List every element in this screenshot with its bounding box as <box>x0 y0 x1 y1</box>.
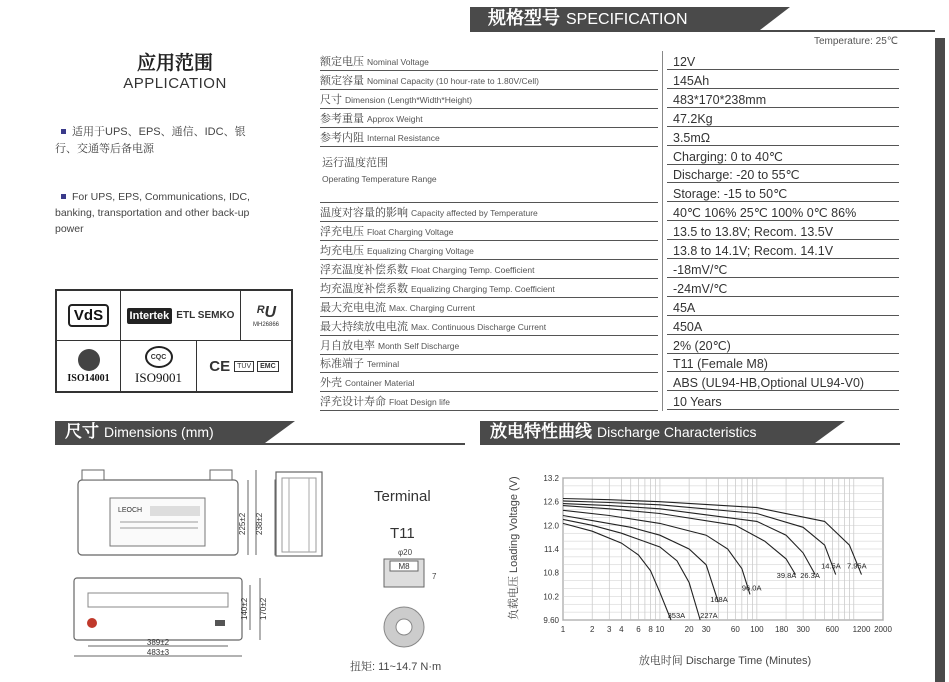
length-2: 483±3 <box>146 648 170 657</box>
chart-x-tick-label: 10 <box>655 625 665 634</box>
spec-row <box>320 110 900 128</box>
spec-label-cn: 浮充温度补偿系数 <box>320 263 408 276</box>
spec-row <box>320 318 900 336</box>
spec-row <box>320 261 900 279</box>
spec-row-value: Discharge: -20 to 55℃ <box>667 166 899 183</box>
spec-row <box>320 337 900 355</box>
spec-row-label <box>320 299 658 317</box>
spec-row-value: Storage: -15 to 50℃ <box>667 185 899 202</box>
dimensions-divider <box>55 443 465 445</box>
spec-label-en: Float Charging Voltage <box>367 227 454 238</box>
spec-label-en: Equalizing Charging Voltage <box>367 246 474 256</box>
spec-row <box>320 299 900 317</box>
spec-row-label <box>320 355 658 373</box>
spec-label-en: Float Charging Temp. Coefficient <box>411 264 535 275</box>
spec-banner <box>470 7 760 30</box>
chart-x-tick-label: 6 <box>636 625 641 634</box>
ce-emc-logo: CE TÜV EMC <box>196 340 292 392</box>
op-temp-cn: 运行温度范围 <box>322 156 388 169</box>
dimensions-title-en: Dimensions (mm) <box>104 424 214 440</box>
terminal-diameter: φ20 <box>397 548 413 557</box>
width-2: 170±2 <box>259 597 268 620</box>
chart-x-tick-label: 2000 <box>874 625 892 634</box>
spec-title-cn: 规格型号 <box>488 8 560 29</box>
spec-row <box>320 280 900 298</box>
intertek-logo: Intertek ETL SEMKO <box>120 290 241 341</box>
chart-x-tick-label: 2 <box>589 625 595 634</box>
spec-label-en: Float Design life <box>389 397 450 408</box>
spec-row <box>320 393 900 411</box>
spec-row-label <box>320 280 658 298</box>
spec-label-en: Capacity affected by Temperature <box>411 208 538 219</box>
terminal-title: Terminal <box>374 488 431 505</box>
spec-row <box>320 355 900 373</box>
spec-row <box>320 91 900 109</box>
curve-label: 96.0A <box>741 583 762 593</box>
brand-label: LEOCH <box>118 507 143 514</box>
spec-row-label <box>320 204 658 222</box>
terminal-drawing <box>370 545 440 655</box>
spec-label-en: Terminal <box>367 359 400 370</box>
spec-row-value: 3.5mΩ <box>667 129 899 146</box>
spec-label-cn: 均充温度补偿系数 <box>320 282 408 295</box>
spec-label-cn: 月自放电率 <box>320 339 375 352</box>
chart-y-tick-label: 10.2 <box>543 592 559 602</box>
chart-x-tick-label: 1200 <box>852 625 871 634</box>
spec-row-value: 12V <box>667 53 899 70</box>
spec-label-cn: 参考重量 <box>320 112 364 125</box>
spec-row-value: 47.2Kg <box>667 110 899 127</box>
spec-label-cn: 外壳 <box>320 377 342 390</box>
width-1: 140±2 <box>240 597 249 620</box>
discharge-chart <box>525 470 895 645</box>
spec-label-en: Nominal Voltage <box>367 57 429 67</box>
spec-row-label <box>320 185 658 203</box>
battery-dimension-drawing <box>60 460 280 665</box>
chart-y-tick-label: 12.6 <box>543 497 559 507</box>
spec-label-en: Max. Charging Current <box>389 302 475 313</box>
chart-x-label: 放电时间 Discharge Time (Minutes) <box>638 655 812 667</box>
right-edge-bar <box>935 38 945 682</box>
chart-x-tick-label: 300 <box>796 625 810 634</box>
spec-label-cn: 均充电压 <box>320 245 364 257</box>
spec-row-label <box>320 393 658 411</box>
spec-label-cn: 最大持续放电电流 <box>320 320 408 333</box>
spec-label-en: Month Self Discharge <box>378 340 460 351</box>
spec-row-label <box>320 318 658 336</box>
spec-row-value: 450A <box>667 318 899 335</box>
curve-label: 39.8A <box>776 570 797 580</box>
curve-label: 227A <box>700 611 718 620</box>
spec-row <box>320 185 900 203</box>
spec-row <box>320 53 900 71</box>
spec-label-cn: 浮充电压 <box>320 226 364 239</box>
chart-x-tick-label: 4 <box>619 625 624 634</box>
length-1: 389±2 <box>146 638 170 647</box>
op-temp-en: Operating Temperature Range <box>322 173 437 184</box>
chart-x-tick-label: 100 <box>750 625 764 634</box>
chart-x-tick-label: 8 <box>648 625 653 634</box>
spec-row-value: 483*170*238mm <box>667 91 899 108</box>
curve-label: 168A <box>710 595 728 605</box>
spec-row-value: -24mV/℃ <box>667 280 899 297</box>
spec-row-value: 2% (20℃) <box>667 337 899 354</box>
iso14001-logo: ISO14001 <box>56 340 121 392</box>
curve-label: 7.95A <box>846 561 867 571</box>
curve-label: 353A <box>667 611 686 620</box>
chart-y-tick-label: 11.4 <box>544 545 559 554</box>
spec-row <box>320 374 900 392</box>
operating-temp-label <box>322 154 437 184</box>
certification-logos <box>55 289 293 393</box>
curve-label: 14.5A <box>821 561 841 571</box>
spec-row-label <box>320 110 658 128</box>
terminal-torque: 扭矩: 11~14.7 N·m <box>350 661 442 673</box>
spec-label-cn: 标准端子 <box>320 358 364 371</box>
spec-label-cn: 额定容量 <box>320 74 364 87</box>
height-2: 238±2 <box>255 512 264 535</box>
spec-row-label <box>320 223 658 241</box>
spec-label-cn: 最大充电电流 <box>320 301 386 314</box>
spec-label-en: Equalizing Charging Temp. Coefficient <box>411 283 555 294</box>
spec-divider <box>470 30 935 32</box>
spec-row-value: 145Ah <box>667 72 899 89</box>
discharge-title-cn: 放电特性曲线 <box>490 422 592 442</box>
spec-label-en: Internal Resistance <box>367 132 440 143</box>
spec-row-label <box>320 242 658 260</box>
spec-label-cn: 尺寸 <box>320 93 342 106</box>
spec-row-value: Charging: 0 to 40℃ <box>667 148 899 165</box>
spec-row-value: 13.8 to 14.1V; Recom. 14.1V <box>667 242 899 259</box>
discharge-banner <box>480 421 815 443</box>
spec-label-en: Max. Continuous Discharge Current <box>411 321 547 332</box>
chart-y-tick-label: 10.8 <box>543 568 559 578</box>
chart-y-tick-label: 13.2 <box>543 474 559 483</box>
dimensions-title-cn: 尺寸 <box>65 422 99 442</box>
ul-logo: ᴿU MH26866 <box>240 290 292 341</box>
spec-row-label <box>320 72 658 90</box>
spec-row <box>320 242 900 260</box>
temperature-note: Temperature: 25℃ <box>813 36 898 47</box>
chart-y-tick-label: 12.0 <box>543 521 559 531</box>
height-1: 225±2 <box>238 512 247 535</box>
iso9001-logo: CQC ISO9001 <box>120 340 197 392</box>
application-text-cn: 适用于UPS、EPS、通信、IDC、银 行、交通等后备电源 <box>55 126 246 155</box>
spec-row <box>320 129 900 147</box>
application-title-en: APPLICATION <box>123 75 227 92</box>
spec-row <box>320 72 900 90</box>
spec-label-en: Container Material <box>345 378 415 389</box>
spec-row-value: 10 Years <box>667 393 899 410</box>
spec-label-cn: 浮充设计寿命 <box>320 396 386 409</box>
spec-row-label <box>320 129 658 147</box>
application-text-en: For UPS, EPS, Communications, IDC, banking, transportation and other back-up power <box>55 191 250 235</box>
chart-x-tick-label: 1 <box>560 625 566 634</box>
spec-row-value: ABS (UL94-HB,Optional UL94-V0) <box>667 374 899 391</box>
chart-x-tick-label: 20 <box>684 625 694 634</box>
curve-label: 26.3A <box>800 570 820 580</box>
vds-logo: VdS <box>56 290 121 341</box>
chart-x-tick-label: 3 <box>607 625 612 634</box>
application-title-cn: 应用范围 <box>136 52 213 74</box>
chart-x-tick-label: 180 <box>774 625 789 634</box>
bullet-icon <box>61 129 66 134</box>
bullet-icon <box>61 194 66 199</box>
battery-side-view <box>274 470 326 560</box>
chart-y-tick-label: 9.60 <box>543 616 559 625</box>
chart-x-tick-label: 600 <box>825 625 839 634</box>
spec-label-en: Approx Weight <box>367 113 423 124</box>
terminal-thread: M8 <box>398 562 410 571</box>
chart-y-label: 负载电压 Loading Voltage (V) <box>508 476 520 620</box>
discharge-title-en: Discharge Characteristics <box>597 424 757 440</box>
chart-x-tick-label: 30 <box>701 625 711 634</box>
terminal-height: 7 <box>432 572 437 581</box>
dimensions-banner <box>55 421 265 443</box>
spec-row-label <box>320 91 658 109</box>
spec-row-value: 13.5 to 13.8V; Recom. 13.5V <box>667 223 899 240</box>
spec-label-en: Dimension (Length*Width*Height) <box>345 94 473 105</box>
spec-label-en: Nominal Capacity (10 hour-rate to 1.80V/Cell) <box>367 75 539 86</box>
spec-row-label <box>320 374 658 392</box>
spec-label-cn: 参考内阻 <box>320 131 364 144</box>
spec-row-value: 45A <box>667 299 899 316</box>
spec-row <box>320 204 900 222</box>
spec-row-value: -18mV/℃ <box>667 261 899 278</box>
spec-row-label <box>320 261 658 279</box>
spec-row-label <box>320 337 658 355</box>
spec-title-en: SPECIFICATION <box>566 11 688 28</box>
spec-label-cn: 额定电压 <box>320 56 364 68</box>
spec-label-cn: 温度对容量的影响 <box>320 207 408 220</box>
spec-row-value: T11 (Female M8) <box>667 355 899 372</box>
chart-x-tick-label: 60 <box>730 625 740 634</box>
spec-row-value: 40℃ 106% 25℃ 100% 0℃ 86% <box>667 204 899 221</box>
discharge-divider <box>480 443 900 445</box>
spec-row <box>320 223 900 241</box>
terminal-code: T11 <box>390 525 415 542</box>
spec-row-label <box>320 53 658 71</box>
